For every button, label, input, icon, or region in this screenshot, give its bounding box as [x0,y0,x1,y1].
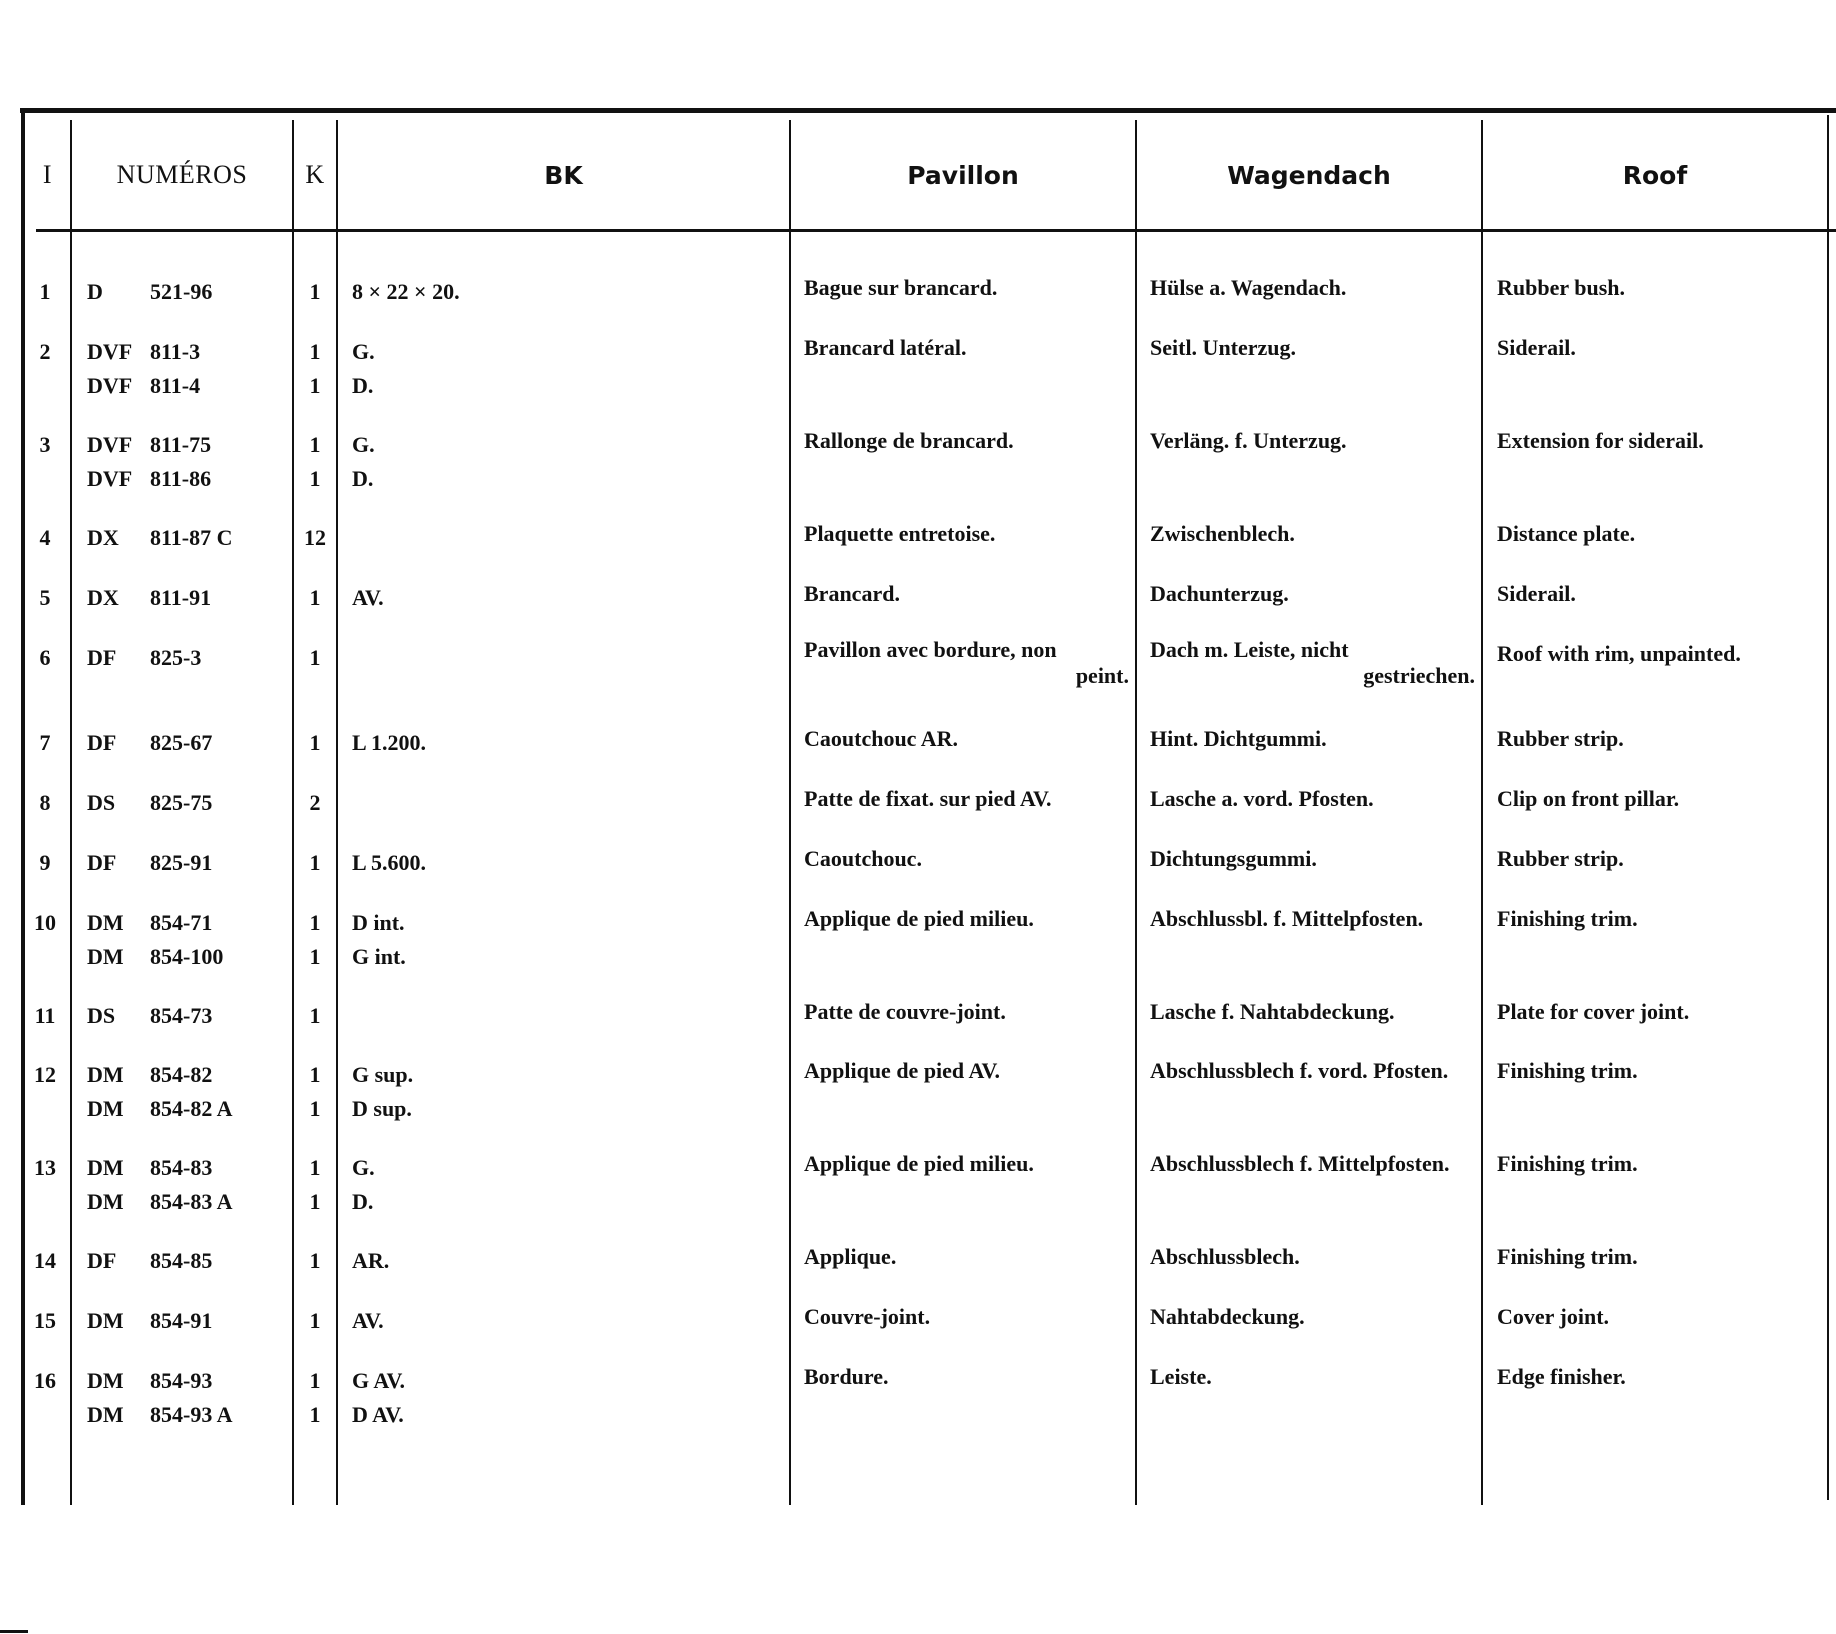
part-prefix: DM [87,1308,124,1333]
part-number: 825-91 [150,850,213,875]
desc-english: Finishing trim. [1497,906,1638,931]
part-prefix: DM [87,1368,124,1393]
desc-german: Hint. Dichtgummi. [1150,726,1327,751]
desc-german: Lasche a. vord. Pfosten. [1150,786,1374,811]
desc-french: Patte de couvre-joint. [804,999,1006,1024]
desc-english: Finishing trim. [1497,1151,1638,1176]
desc-english: Distance plate. [1497,521,1636,546]
header-french: Pavillon [907,160,1019,190]
part-bk-note: D sup. [352,1096,412,1121]
part-prefix: DVF [87,373,133,398]
part-quantity: 1 [309,850,321,875]
desc-german-line2: gestriechen. [1363,663,1475,688]
desc-german: Abschlussblech f. vord. Pfosten. [1150,1058,1449,1083]
part-number: 854-82 [150,1062,213,1087]
desc-english: Plate for cover joint. [1497,999,1690,1024]
part-number: 811-75 [150,432,212,457]
desc-french: Applique de pied AV. [804,1058,1001,1083]
desc-german-line1: Dach m. Leiste, nicht [1150,637,1349,662]
row-index: 6 [39,645,51,670]
part-quantity: 12 [304,525,326,550]
desc-english: Finishing trim. [1497,1058,1638,1083]
part-bk-note: AR. [352,1248,390,1273]
part-quantity: 1 [309,1003,321,1028]
part-prefix: DM [87,1096,124,1121]
desc-german: Dichtungsgummi. [1150,846,1317,871]
part-bk-note: D. [352,1189,374,1214]
part-bk-note: G. [352,1155,375,1180]
part-prefix: DS [87,790,116,815]
part-quantity: 1 [309,432,321,457]
row-index: 11 [34,1003,56,1028]
part-prefix: D [87,279,103,304]
part-number: 854-91 [150,1308,213,1333]
desc-german: Abschlussblech f. Mittelpfosten. [1150,1151,1450,1176]
margin-mark [0,1630,28,1633]
part-number: 811-4 [150,373,201,398]
part-number: 854-73 [150,1003,213,1028]
part-prefix: DM [87,1062,124,1087]
part-bk-note: L 1.200. [352,730,426,755]
row-index: 8 [39,790,51,815]
desc-french: Couvre-joint. [804,1304,931,1329]
row-index: 7 [39,730,51,755]
part-prefix: DF [87,645,117,670]
part-number: 825-3 [150,645,202,670]
part-number: 825-75 [150,790,213,815]
part-quantity: 1 [309,1402,321,1427]
desc-french: Applique de pied milieu. [804,1151,1034,1176]
part-quantity: 2 [309,790,321,815]
desc-french: Bague sur brancard. [804,275,998,300]
desc-french: Brancard latéral. [804,335,967,360]
part-prefix: DM [87,1402,124,1427]
desc-french: Applique de pied milieu. [804,906,1034,931]
part-prefix: DM [87,1189,124,1214]
part-bk-note: D. [352,466,374,491]
part-prefix: DVF [87,466,133,491]
header-german: Wagendach [1227,160,1391,190]
desc-german: Lasche f. Nahtabdeckung. [1150,999,1395,1024]
desc-german: Nahtabdeckung. [1150,1304,1305,1329]
col-divider-fr [1135,120,1137,1505]
desc-german: Abschlussblech. [1150,1244,1300,1269]
desc-english: Rubber bush. [1497,275,1625,300]
desc-german: Abschlussbl. f. Mittelpfosten. [1150,906,1424,931]
desc-german: Dachunterzug. [1150,581,1289,606]
col-divider-k [336,120,338,1505]
part-number: 854-85 [150,1248,213,1273]
row-index: 4 [39,525,51,550]
part-prefix: DVF [87,432,133,457]
row-index: 5 [39,585,51,610]
row-index: 3 [39,432,51,457]
part-number: 854-71 [150,910,213,935]
desc-french-line2: peint. [1075,663,1129,688]
part-prefix: DX [87,525,119,550]
part-bk-note: G sup. [352,1062,414,1087]
desc-english: Rubber strip. [1497,846,1624,871]
part-bk-note: G. [352,432,375,457]
header-numbers: NUMÉROS [116,160,248,189]
desc-german: Hülse a. Wagendach. [1150,275,1347,300]
part-quantity: 1 [309,910,321,935]
desc-english: Finishing trim. [1497,1244,1638,1269]
part-quantity: 1 [309,466,321,491]
top-border [20,108,1836,113]
header-bk: BK [544,160,583,190]
part-bk-note: D int. [352,910,405,935]
row-index: 16 [34,1368,56,1393]
part-prefix: DF [87,850,117,875]
part-bk-note: G int. [352,944,406,969]
part-number: 825-67 [150,730,213,755]
desc-french: Patte de fixat. sur pied AV. [804,786,1052,811]
part-prefix: DX [87,585,119,610]
desc-english: Siderail. [1497,581,1576,606]
header-bottom-border [36,229,1836,232]
col-divider-de [1481,120,1483,1505]
desc-german: Seitl. Unterzug. [1150,335,1297,360]
part-number: 854-93 A [150,1402,233,1427]
desc-english: Roof with rim, unpainted. [1497,641,1741,666]
part-bk-note: G. [352,339,375,364]
desc-english: Rubber strip. [1497,726,1624,751]
col-divider-index [70,120,72,1505]
desc-french: Caoutchouc. [804,846,922,871]
part-number: 854-83 [150,1155,213,1180]
part-quantity: 1 [309,373,321,398]
part-quantity: 1 [309,1096,321,1121]
part-prefix: DF [87,1248,117,1273]
desc-english: Edge finisher. [1497,1364,1626,1389]
desc-french-line1: Pavillon avec bordure, non [804,637,1057,662]
desc-french: Applique. [804,1244,897,1269]
part-quantity: 1 [309,730,321,755]
desc-french [804,637,1129,689]
part-quantity: 1 [309,1368,321,1393]
part-bk-note: AV. [352,1308,384,1333]
part-quantity: 1 [309,339,321,364]
part-quantity: 1 [309,279,321,304]
part-number: 811-91 [150,585,212,610]
part-number: 811-86 [150,466,212,491]
col-divider-bk [789,120,791,1505]
desc-german [1150,637,1475,689]
part-bk-note: 8 × 22 × 20. [352,279,460,304]
desc-english: Clip on front pillar. [1497,786,1680,811]
part-bk-note: D AV. [352,1402,404,1427]
desc-french: Caoutchouc AR. [804,726,959,751]
row-index: 1 [39,279,51,304]
part-bk-note: AV. [352,585,384,610]
header-k: K [305,160,325,189]
desc-german: Verläng. f. Unterzug. [1150,428,1347,453]
header-index: I [42,160,53,189]
right-border [1827,115,1829,1500]
row-index: 14 [34,1248,56,1273]
part-prefix: DF [87,730,117,755]
part-quantity: 1 [309,1062,321,1087]
part-number: 811-3 [150,339,201,364]
row-index: 10 [34,910,56,935]
row-index: 13 [34,1155,56,1180]
desc-english: Cover joint. [1497,1304,1610,1329]
row-index: 12 [34,1062,56,1087]
desc-french: Rallonge de brancard. [804,428,1014,453]
row-index: 15 [34,1308,56,1333]
part-prefix: DM [87,910,124,935]
part-bk-note: D. [352,373,374,398]
part-number: 854-100 [150,944,224,969]
part-number: 854-93 [150,1368,213,1393]
desc-french: Bordure. [804,1364,889,1389]
desc-german: Leiste. [1150,1364,1212,1389]
part-quantity: 1 [309,1155,321,1180]
part-quantity: 1 [309,1248,321,1273]
desc-english: Extension for siderail. [1497,428,1704,453]
part-number: 811-87 C [150,525,233,550]
desc-french: Plaquette entretoise. [804,521,996,546]
part-quantity: 1 [309,944,321,969]
part-number: 521-96 [150,279,213,304]
part-bk-note: L 5.600. [352,850,426,875]
row-index: 9 [39,850,51,875]
part-prefix: DM [87,944,124,969]
part-prefix: DS [87,1003,116,1028]
part-prefix: DM [87,1155,124,1180]
part-quantity: 1 [309,585,321,610]
part-number: 854-83 A [150,1189,233,1214]
row-index: 2 [39,339,51,364]
part-quantity: 1 [309,645,321,670]
part-bk-note: G AV. [352,1368,406,1393]
part-quantity: 1 [309,1189,321,1214]
header-english: Roof [1622,160,1688,190]
part-quantity: 1 [309,1308,321,1333]
desc-english: Siderail. [1497,335,1576,360]
part-prefix: DVF [87,339,133,364]
desc-french: Brancard. [804,581,900,606]
desc-german: Zwischenblech. [1150,521,1295,546]
part-number: 854-82 A [150,1096,233,1121]
